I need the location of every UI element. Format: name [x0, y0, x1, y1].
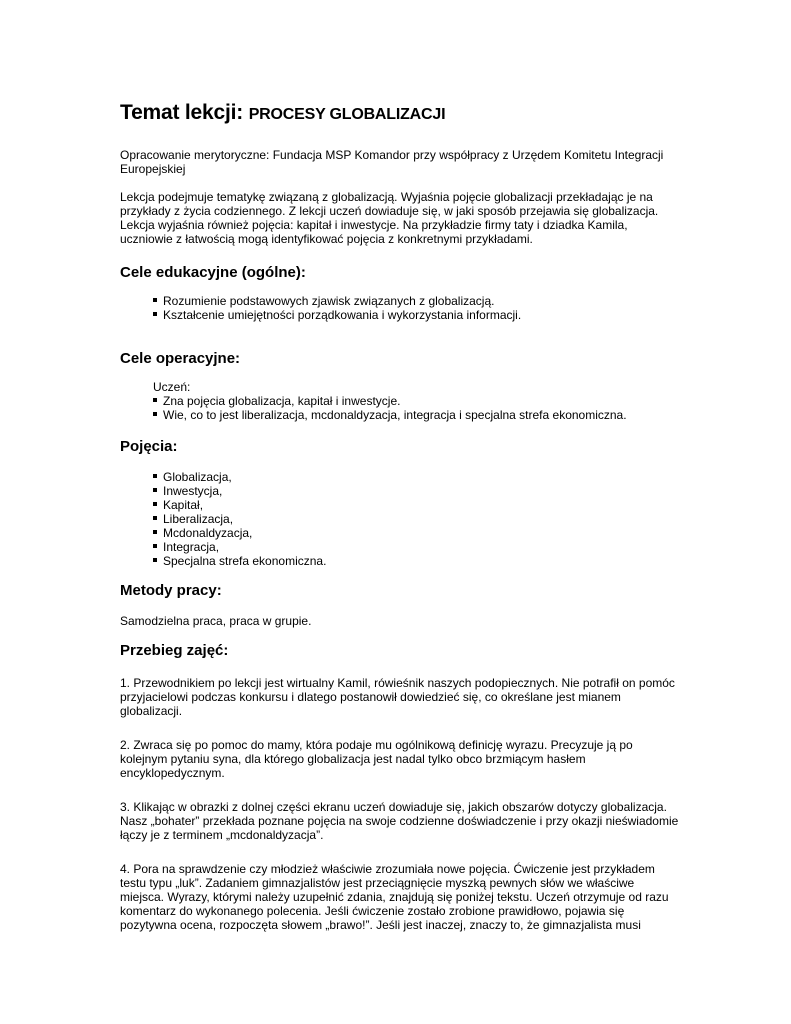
list-item: Zna pojęcia globalizacja, kapitał i inwestycje. [153, 394, 680, 408]
list-item: Kapitał, [153, 498, 680, 512]
list-item: Kształcenie umiejętności porządkowania i wykorzystania informacji. [153, 308, 680, 322]
square-bullet-icon [153, 502, 157, 506]
list-item: Rozumienie podstawowych zjawisk związanych z globalizacją. [153, 294, 680, 308]
list-item: Integracja, [153, 540, 680, 554]
heading-lesson-flow: Przebieg zajęć: [120, 642, 229, 659]
list-item: Wie, co to jest liberalizacja, mcdonaldyzacja, integracja i specjalna strefa ekonomiczna. [153, 408, 680, 422]
square-bullet-icon [153, 298, 157, 302]
list-item: Inwestycja, [153, 484, 680, 498]
square-bullet-icon [153, 474, 157, 478]
lesson-step-1: 1. Przewodnikiem po lekcji jest wirtualny Kamil, rówieśnik naszych podopiecznych. Nie potrafił on pomóc przyjacielowi podczas konkursu i dlatego postanowił dowiedzieć się, co określane jest mianem globalizacji. [120, 676, 675, 718]
document-page [120, 100, 680, 932]
title-topic: PROCESY GLOBALIZACJI [248, 106, 446, 123]
heading-concepts: Pojęcia: [120, 438, 178, 455]
square-bullet-icon [153, 558, 157, 562]
list-item: Liberalizacja, [153, 512, 680, 526]
square-bullet-icon [153, 544, 157, 548]
lesson-step-2: 2. Zwraca się po pomoc do mamy, która podaje mu ogólnikową definicję wyrazu. Precyzuje ją po kolejnym pytaniu syna, dla którego globalizacja jest nadal tylko obco brzmiącym hasłem encyklopedycznym. [120, 738, 633, 780]
square-bullet-icon [153, 312, 157, 316]
heading-methods: Metody pracy: [120, 582, 222, 599]
general-goals-list [153, 294, 680, 322]
title-prefix: Temat lekcji: [120, 101, 249, 124]
operational-goals-list [153, 394, 680, 422]
methods-text: Samodzielna praca, praca w grupie. [120, 614, 312, 628]
square-bullet-icon [153, 412, 157, 416]
lesson-description: Lekcja podejmuje tematykę związaną z globalizacją. Wyjaśnia pojęcie globalizacji przekładając je na przykłady z życia codziennego. Z lekcji uczeń dowiaduje się, w jaki sposób przejawia się globalizacja. Lekcja wyjaśnia również pojęcia: kapitał i inwestycje. Na przykładzie firmy taty i dziadka Kamila, uczniowie z łatwością mogą identyfikować pojęcia z konkretnymi przykładami. [120, 190, 659, 246]
heading-general-goals: Cele edukacyjne (ogólne): [120, 264, 306, 281]
square-bullet-icon [153, 516, 157, 520]
list-item: Specjalna strefa ekonomiczna. [153, 554, 680, 568]
operational-goals [153, 380, 680, 422]
author-line: Opracowanie merytoryczne: Fundacja MSP Komandor przy współpracy z Urzędem Komitetu Integracji Europejskiej [120, 148, 664, 176]
square-bullet-icon [153, 398, 157, 402]
square-bullet-icon [153, 488, 157, 492]
heading-operational-goals: Cele operacyjne: [120, 350, 241, 367]
concepts-list [153, 470, 680, 568]
square-bullet-icon [153, 530, 157, 534]
lesson-step-4: 4. Pora na sprawdzenie czy młodzież właściwie zrozumiała nowe pojęcia. Ćwiczenie jest przykładem testu typu „luk”. Zadaniem gimnazjalistów jest przeciągnięcie myszką pewnych słów we właściwe miejsca. Wyrazy, którymi należy uzupełnić zdania, znajdują się poniżej tekstu. Uczeń otrzymuje od razu komentarz do wykonanego polecenia. Jeśli ćwiczenie zostało zrobione prawidłowo, pojawia się pozytywna ocena, rozpoczęta słowem „brawo!”. Jeśli jest inaczej, znaczy to, że gimnazjalista musi [120, 862, 669, 932]
list-item: Globalizacja, [153, 470, 680, 484]
operational-goals-lead: Uczeń: [153, 380, 191, 394]
lesson-step-3: 3. Klikając w obrazki z dolnej części ekranu uczeń dowiaduje się, jakich obszarów dotyczy globalizacja. Nasz „bohater” przekłada poznane pojęcia na swoje codzienne doświadczenie i przy okazji nieświadomie łączy je z terminem „mcdonaldyzacja”. [120, 800, 679, 842]
page-title [120, 100, 680, 128]
list-item: Mcdonaldyzacja, [153, 526, 680, 540]
